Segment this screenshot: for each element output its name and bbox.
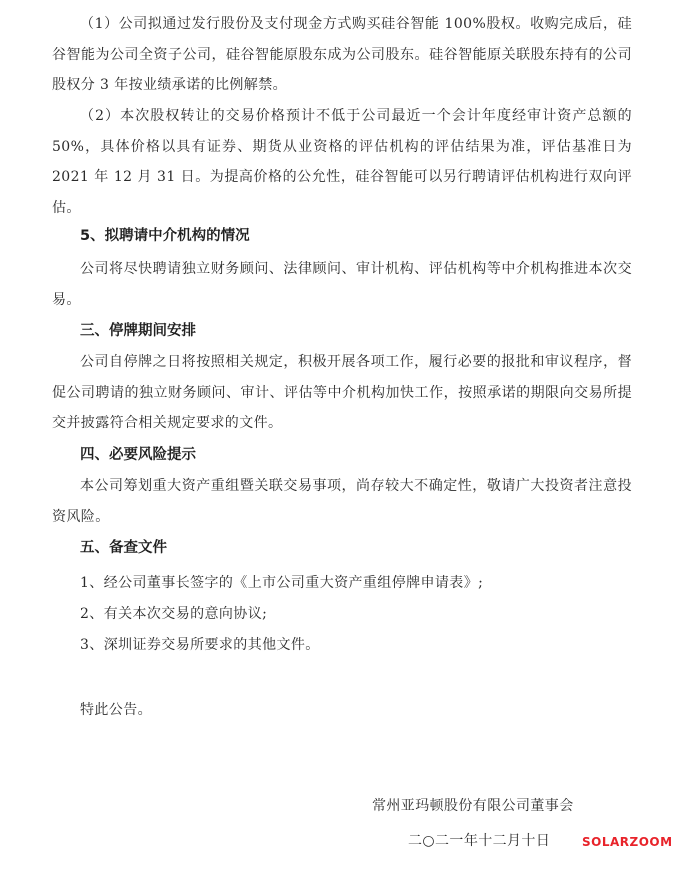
closing-statement: 特此公告。 xyxy=(80,702,152,718)
section-heading-documents: 五、备查文件 xyxy=(80,540,167,556)
section-heading-suspension: 三、停牌期间安排 xyxy=(80,323,196,339)
signature-company: 常州亚玛顿股份有限公司董事会 xyxy=(372,798,574,814)
document-list-item: 3、深圳证券交易所要求的其他文件。 xyxy=(80,637,320,653)
document-list-item: 1、经公司董事长签字的《上市公司重大资产重组停牌申请表》; xyxy=(80,575,484,591)
paragraph-intermediaries: 公司将尽快聘请独立财务顾问、法律顾问、审计机构、评估机构等中介机构推进本次交易。 xyxy=(52,261,632,308)
section-heading-intermediaries: 5、拟聘请中介机构的情况 xyxy=(80,228,250,244)
paragraph-risk-warning: 本公司筹划重大资产重组暨关联交易事项，尚存较大不确定性，敬请广大投资者注意投资风险。 xyxy=(52,478,632,525)
section-heading-risk: 四、必要风险提示 xyxy=(80,447,196,463)
paragraph-transaction-price: （2）本次股权转让的交易价格预计不低于公司最近一个会计年度经审计资产总额的 50%，具体价格以具有证券、期货从业资格的评估机构的评估结果为准，评估基准日为 2021 年 12 月 31 日。为提高价格的公允性，硅谷智能可以另行聘请评估机构进行双向评估。 xyxy=(52,108,632,216)
signature-date: 二○二一年十二月十日 xyxy=(408,833,551,849)
paragraph-suspension-arrangements: 公司自停牌之日将按照相关规定，积极开展各项工作，履行必要的报批和审议程序，督促公司聘请的独立财务顾问、审计、评估等中介机构加快工作，按照承诺的期限向交易所提交并披露符合相关规定要求的文件。 xyxy=(52,354,632,431)
document-list-item: 2、有关本次交易的意向协议; xyxy=(80,606,268,622)
paragraph-acquisition-plan: （1）公司拟通过发行股份及支付现金方式购买硅谷智能 100%股权。收购完成后，硅谷智能为公司全资子公司，硅谷智能原股东成为公司股东。硅谷智能原关联股东持有的公司股权分 3 年按业绩承诺的比例解禁。 xyxy=(52,16,632,93)
watermark-logo: SOLARZOOM xyxy=(582,835,673,849)
